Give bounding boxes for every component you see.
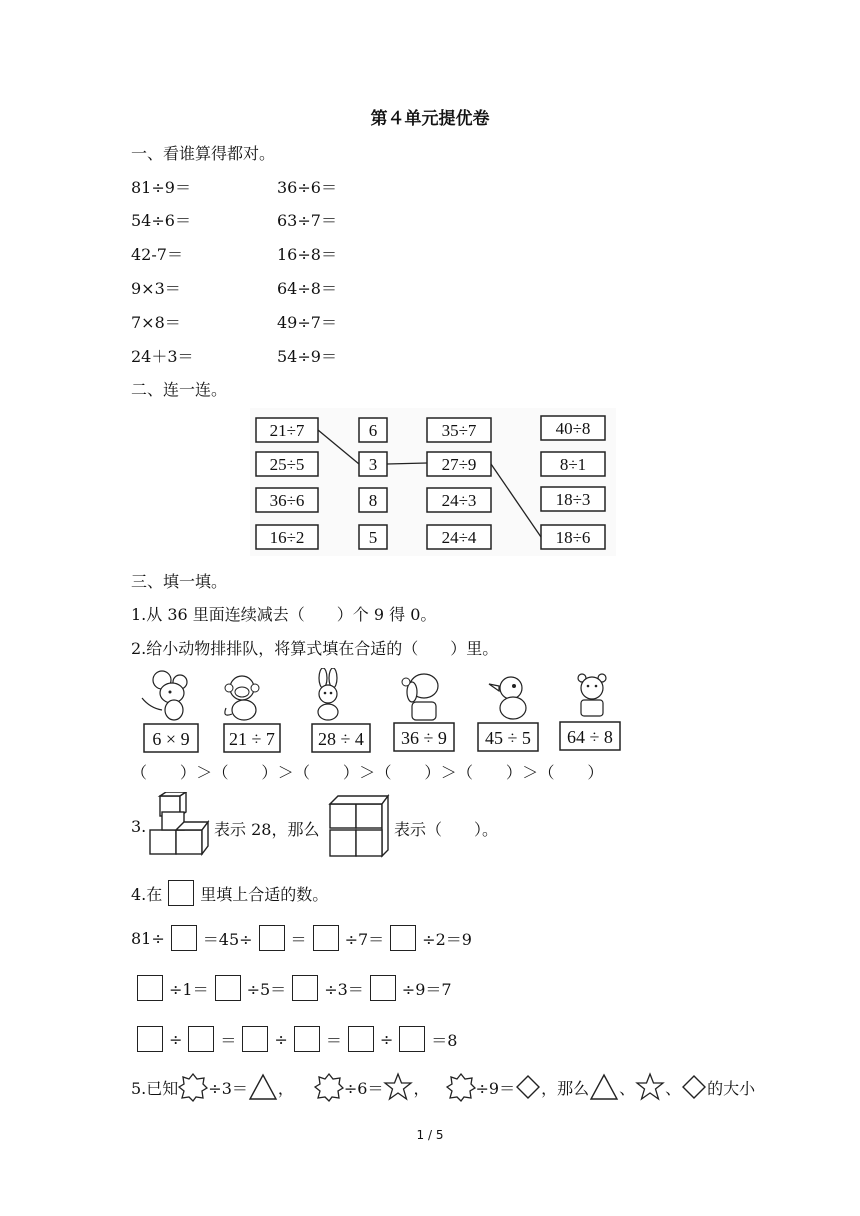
expr-label: 24÷3 <box>441 491 477 510</box>
q5-text: 的大小 <box>707 1078 756 1098</box>
question-4 <box>131 880 328 906</box>
animal-expr: 28 ÷ 4 <box>318 729 364 749</box>
expr-text: ＝ <box>220 1030 237 1050</box>
star-icon <box>635 1072 665 1102</box>
expr-text: ＝8 <box>431 1030 458 1050</box>
number-label: 8 <box>368 491 378 510</box>
answer-box[interactable] <box>259 925 285 951</box>
question-3-prefix: 3. <box>131 817 147 836</box>
question-5 <box>131 1072 755 1102</box>
mouse-icon <box>142 671 187 720</box>
expr-label: 24÷4 <box>441 528 477 547</box>
question-3-text: 表示 28，那么 <box>214 820 320 839</box>
cube-figure-1-icon <box>148 792 210 858</box>
question-4-suffix: 里填上合适的数。 <box>200 884 329 904</box>
question-4-prefix: 4.在 <box>131 884 163 904</box>
page-number: 1 / 5 <box>416 1128 444 1142</box>
answer-box[interactable] <box>242 1026 268 1052</box>
q5-text: ÷3＝ <box>208 1078 248 1098</box>
expr-label: 27÷9 <box>441 455 477 474</box>
expr-label: 18÷3 <box>555 490 591 509</box>
answer-box[interactable] <box>348 1026 374 1052</box>
animal-expr: 64 ÷ 8 <box>567 727 613 747</box>
equation: 24＋3＝ <box>131 347 194 366</box>
equation: 81÷9＝ <box>131 178 191 197</box>
dog-icon <box>402 674 438 720</box>
duck-icon <box>489 677 526 719</box>
expr-label: 35÷7 <box>441 421 477 440</box>
expr-text: ÷5＝ <box>246 979 287 999</box>
q5-text: ÷9＝ <box>475 1078 516 1098</box>
expr-label: 8÷1 <box>559 455 587 474</box>
answer-box[interactable] <box>188 1026 214 1052</box>
question-3-end: 表示（ ）。 <box>394 820 499 839</box>
flower-icon <box>446 1072 476 1102</box>
animal-expr: 36 ÷ 9 <box>401 728 447 748</box>
cube-figure-2-icon <box>326 794 390 858</box>
q5-text: ，那么 <box>541 1078 590 1098</box>
answer-box[interactable] <box>399 1026 425 1052</box>
expr-text: ÷1＝ <box>169 979 209 999</box>
section-2-heading: 二、连一连。 <box>131 380 228 399</box>
equation: 16÷8＝ <box>277 245 337 264</box>
answer-box[interactable] <box>215 975 241 1001</box>
expr-label: 40÷8 <box>555 419 591 438</box>
number-label: 3 <box>368 455 378 474</box>
order-line: （ ）＞（ ）＞（ ）＞（ ）＞（ ）＞（ ） <box>131 763 604 782</box>
section-1-heading: 一、看谁算得都对。 <box>131 144 276 163</box>
flower-icon <box>314 1072 344 1102</box>
diamond-icon <box>681 1074 707 1100</box>
q5-text: ， <box>413 1078 430 1098</box>
equation: 54÷6＝ <box>131 211 191 230</box>
flower-icon <box>178 1072 208 1102</box>
monkey-icon <box>225 676 259 720</box>
page-title: 第４单元提优卷 <box>370 109 490 129</box>
expr-label: 18÷6 <box>555 528 591 547</box>
equation: 54÷9＝ <box>277 347 337 366</box>
question-2: 2.给小动物排排队，将算式填在合适的（ ）里。 <box>131 639 499 658</box>
expr-label: 36÷6 <box>269 491 305 510</box>
question-1: 1.从 36 里面连续减去（ ）个 9 得 0。 <box>131 605 437 624</box>
bear-icon <box>578 674 606 716</box>
triangle-icon <box>248 1073 278 1101</box>
diamond-icon <box>515 1074 541 1100</box>
equation: 9×3＝ <box>131 279 181 298</box>
animal-expr: 21 ÷ 7 <box>229 729 275 749</box>
number-label: 6 <box>368 421 378 440</box>
expr-text: ＝ <box>325 1030 342 1050</box>
expr-text: ÷9＝7 <box>401 979 452 999</box>
triangle-icon <box>589 1073 619 1101</box>
animal-expr: 6 × 9 <box>152 729 190 749</box>
animal-expr: 45 ÷ 5 <box>485 728 531 748</box>
expr-text: ÷ <box>379 1029 394 1049</box>
expr-label: 16÷2 <box>269 528 305 547</box>
q4-row-1 <box>131 925 472 951</box>
equation: 64÷8＝ <box>277 279 337 298</box>
expr-text: ÷3＝ <box>324 979 364 999</box>
q5-text: 、 <box>665 1078 682 1098</box>
answer-box[interactable] <box>137 975 163 1001</box>
answer-box[interactable] <box>390 925 416 951</box>
rabbit-icon <box>318 668 338 720</box>
expr-label: 21÷7 <box>269 421 305 440</box>
matching-diagram <box>250 408 616 556</box>
answer-box[interactable] <box>292 975 318 1001</box>
equation: 49÷7＝ <box>277 313 337 332</box>
number-label: 5 <box>368 528 378 547</box>
answer-box[interactable] <box>294 1026 320 1052</box>
expr-label: 25÷5 <box>269 455 305 474</box>
star-icon <box>383 1072 413 1102</box>
expr-text: ÷7＝ <box>344 929 385 949</box>
answer-box[interactable] <box>137 1026 163 1052</box>
equation: 42-7＝ <box>131 245 183 264</box>
q5-text: 5.已知 <box>131 1078 179 1098</box>
expr-text: ＝ <box>290 929 307 949</box>
answer-box[interactable] <box>171 925 197 951</box>
q5-text: ， <box>277 1078 294 1098</box>
expr-text: ＝45÷ <box>202 929 253 949</box>
equation: 36÷6＝ <box>277 178 337 197</box>
q4-row-2 <box>137 975 452 1001</box>
expr-text: 81÷ <box>131 928 165 948</box>
section-3-heading: 三、填一填。 <box>131 572 228 591</box>
answer-box[interactable] <box>370 975 396 1001</box>
q5-text: 、 <box>619 1078 636 1098</box>
animals-row <box>132 668 622 756</box>
answer-box[interactable] <box>168 880 194 906</box>
q4-row-3 <box>137 1026 457 1052</box>
equation: 63÷7＝ <box>277 211 337 230</box>
expr-text: ÷ <box>274 1029 288 1049</box>
expr-text: ÷ <box>169 1029 183 1049</box>
expr-text: ÷2＝9 <box>422 929 472 949</box>
q5-text: ÷6＝ <box>343 1078 384 1098</box>
answer-box[interactable] <box>313 925 339 951</box>
equation: 7×8＝ <box>131 313 181 332</box>
